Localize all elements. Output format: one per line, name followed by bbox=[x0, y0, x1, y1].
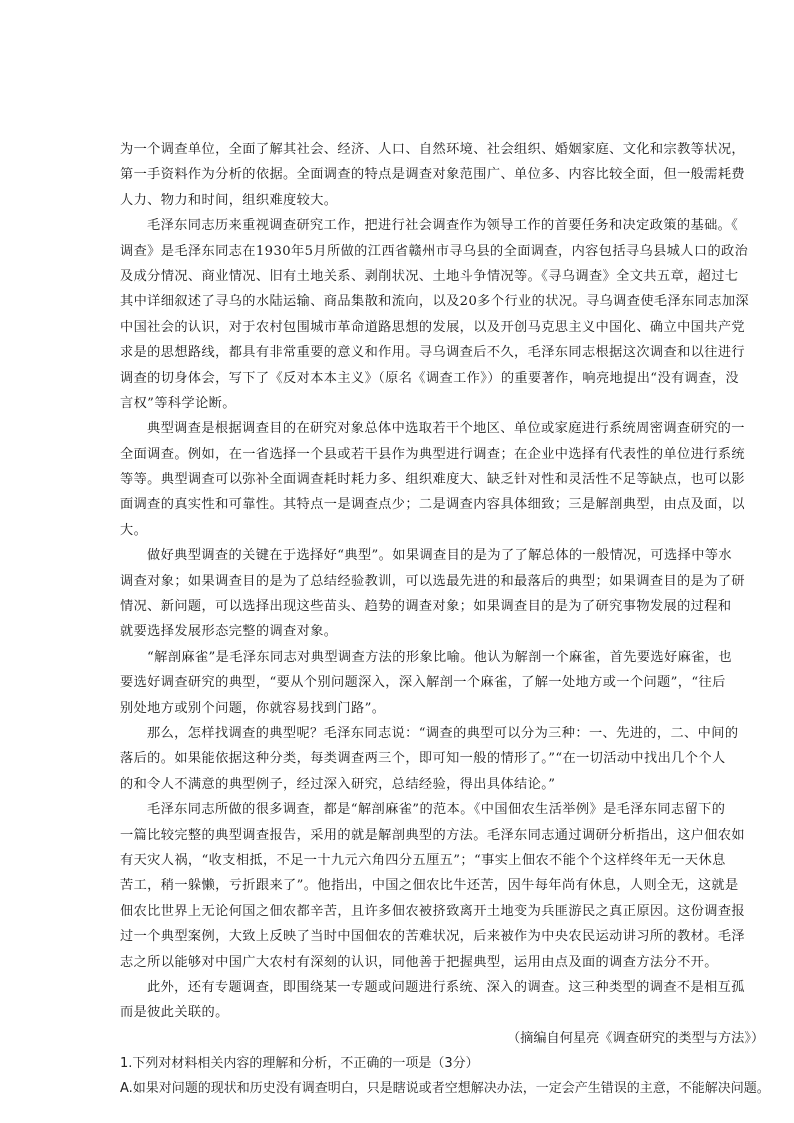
text-line: 中国社会的认识，对于农村包围城市革命道路思想的发展，以及开创马克思主义中国化、确立中国共产党 bbox=[120, 319, 746, 335]
text-line: 毛泽东同志所做的很多调查，都是“解剖麻雀”的范本。《中国佃农生活举例》是毛泽东同志留下的 bbox=[147, 802, 726, 818]
text-line: 求是的思想路线，都具有非常重要的意义和作用。寻乌调查后不久，毛泽东同志根据这次调查和以往进行 bbox=[120, 345, 746, 361]
text-line: 佃农比世界上无论何国之佃农都辛苦，且许多佃农被挤致离开土地变为兵匪游民之真正原因。这份调查报 bbox=[120, 903, 746, 919]
text-line: 其中详细叙述了寻乌的水陆运输、商品集散和流向，以及20多个行业的状况。寻乌调查使毛泽东同志加深 bbox=[120, 294, 750, 310]
paragraph bbox=[120, 797, 794, 975]
text-line: 过一个典型案例，大致上反映了当时中国佃农的苦难状况，后来被作为中央农民运动讲习所的教材。毛泽 bbox=[120, 929, 746, 945]
text-line: “解剖麻雀”是毛泽东同志对典型调查方法的形象比喻。他认为解剖一个麻雀，首先要选好麻雀，也 bbox=[147, 649, 732, 665]
question-stem: 1.下列对材料相关内容的理解和分析，不正确的一项是（3分） bbox=[120, 1056, 479, 1072]
text-line: 人力、物力和时间，组织难度较大。 bbox=[120, 192, 338, 208]
article-body bbox=[120, 137, 794, 1102]
paragraph bbox=[120, 543, 794, 645]
text-line: 别处地方或别个问题，你就容易找到门路”。 bbox=[120, 700, 386, 716]
text-line: 有天灾人祸，“收支相抵，不足一十九元六角四分五厘五”；“事实上佃农不能个个这样终年无一天休息 bbox=[120, 852, 726, 868]
text-line: 全面调查。例如，在一省选择一个县或若干县作为典型进行调查；在企业中选择有代表性的单位进行系统 bbox=[120, 446, 746, 462]
paragraph bbox=[120, 416, 794, 543]
source-citation: （摘编自何星亮《调查研究的类型与方法》） bbox=[507, 1030, 765, 1046]
text-line: 第一手资料作为分析的依据。全面调查的特点是调查对象范围广、单位多、内容比较全面，但一般需耗费 bbox=[120, 167, 746, 183]
text-line: 及成分情况、商业情况、旧有土地关系、剥削状况、土地斗争情况等。《寻乌调查》全文共五章，超过七 bbox=[120, 268, 739, 284]
text-line: 调查》是毛泽东同志在1930年5月所做的江西省赣州市寻乌县的全面调查，内容包括寻乌县城人口的政治 bbox=[120, 243, 749, 259]
text-line: 落后的。如果能依据这种分类，每类调查两三个，即可知一般的情形了。”“在一切活动中找出几个个人 bbox=[120, 751, 726, 767]
text-line: 志之所以能够对中国广大农村有深刻的认识，同他善于把握典型，运用由点及面的调查方法分不开。 bbox=[120, 954, 718, 970]
text-line: 大。 bbox=[120, 522, 148, 538]
text-line: 调查的切身体会，写下了《反对本本主义》（原名《调查工作》）的重要著作，响亮地提出“没有调查，没 bbox=[120, 370, 739, 386]
text-line: 等等。典型调查可以弥补全面调查耗时耗力多、组织难度大、缺乏针对性和灵活性不足等缺点，也可以影 bbox=[120, 472, 746, 488]
text-line: 苦工，稍一躲懒，亏折跟来了”。他指出，中国之佃农比牛还苦，因牛每年尚有休息，人则全无，这就是 bbox=[120, 878, 739, 894]
text-line: 此外，还有专题调查，即围绕某一专题或问题进行系统、深入的调查。这三种类型的调查不是相互孤 bbox=[147, 979, 745, 995]
text-line: 而是彼此关联的。 bbox=[120, 1005, 229, 1021]
text-line: 为一个调查单位，全面了解其社会、经济、人口、自然环境、社会组织、婚姻家庭、文化和宗教等状况， bbox=[120, 142, 746, 157]
text-line: 情况、新问题，可以选择出现这些苗头、趋势的调查对象；如果调查目的是为了研究事物发展的过程和 bbox=[120, 599, 732, 615]
text-line: 毛泽东同志历来重视调查研究工作，把进行社会调查作为领导工作的首要任务和决定政策的基础。《 bbox=[147, 218, 739, 234]
text-line: 要选好调查研究的典型，“要从个别问题深入，深入解剖一个麻雀，了解一处地方或一个问题”，“往后 bbox=[120, 675, 726, 691]
text-line: 就要选择发展形态完整的调查对象。 bbox=[120, 624, 338, 640]
paragraph bbox=[120, 137, 794, 213]
text-line: 做好典型调查的关键在于选择好“典型”。如果调查目的是为了了解总体的一般情况，可选择中等水 bbox=[147, 548, 732, 564]
option-a: A.如果对问题的现状和历史没有调查明白，只是瞎说或者空想解决办法，一定会产生错误的主意，不能解决问题。 bbox=[120, 1081, 770, 1097]
text-line: 典型调查是根据调查目的在研究对象总体中选取若干个地区、单位或家庭进行系统周密调查研究的一 bbox=[147, 421, 745, 437]
text-line: 面调查的真实性和可靠性。其特点一是调查点少；二是调查内容具体细致；三是解剖典型，由点及面，以 bbox=[120, 497, 746, 513]
text-line: 调查对象；如果调查目的是为了总结经验教训，可以选最先进的和最落后的典型；如果调查目的是为了研 bbox=[120, 573, 746, 589]
paragraph bbox=[120, 975, 794, 1026]
paragraph bbox=[120, 213, 794, 416]
text-line: 的和令人不满意的典型例子，经过深入研究，总结经验，得出具体结论。” bbox=[120, 776, 556, 792]
text-line: 一篇比较完整的典型调查报告，采用的就是解剖典型的方法。毛泽东同志通过调研分析指出，这户佃农如 bbox=[120, 827, 746, 843]
paragraph bbox=[120, 721, 794, 797]
paragraph bbox=[120, 645, 794, 721]
text-line: 言权”等科学论断。 bbox=[120, 395, 236, 411]
text-line: 那么，怎样找调查的典型呢？毛泽东同志说：“调查的典型可以分为三种：一、先进的，二、中间的 bbox=[147, 725, 739, 741]
